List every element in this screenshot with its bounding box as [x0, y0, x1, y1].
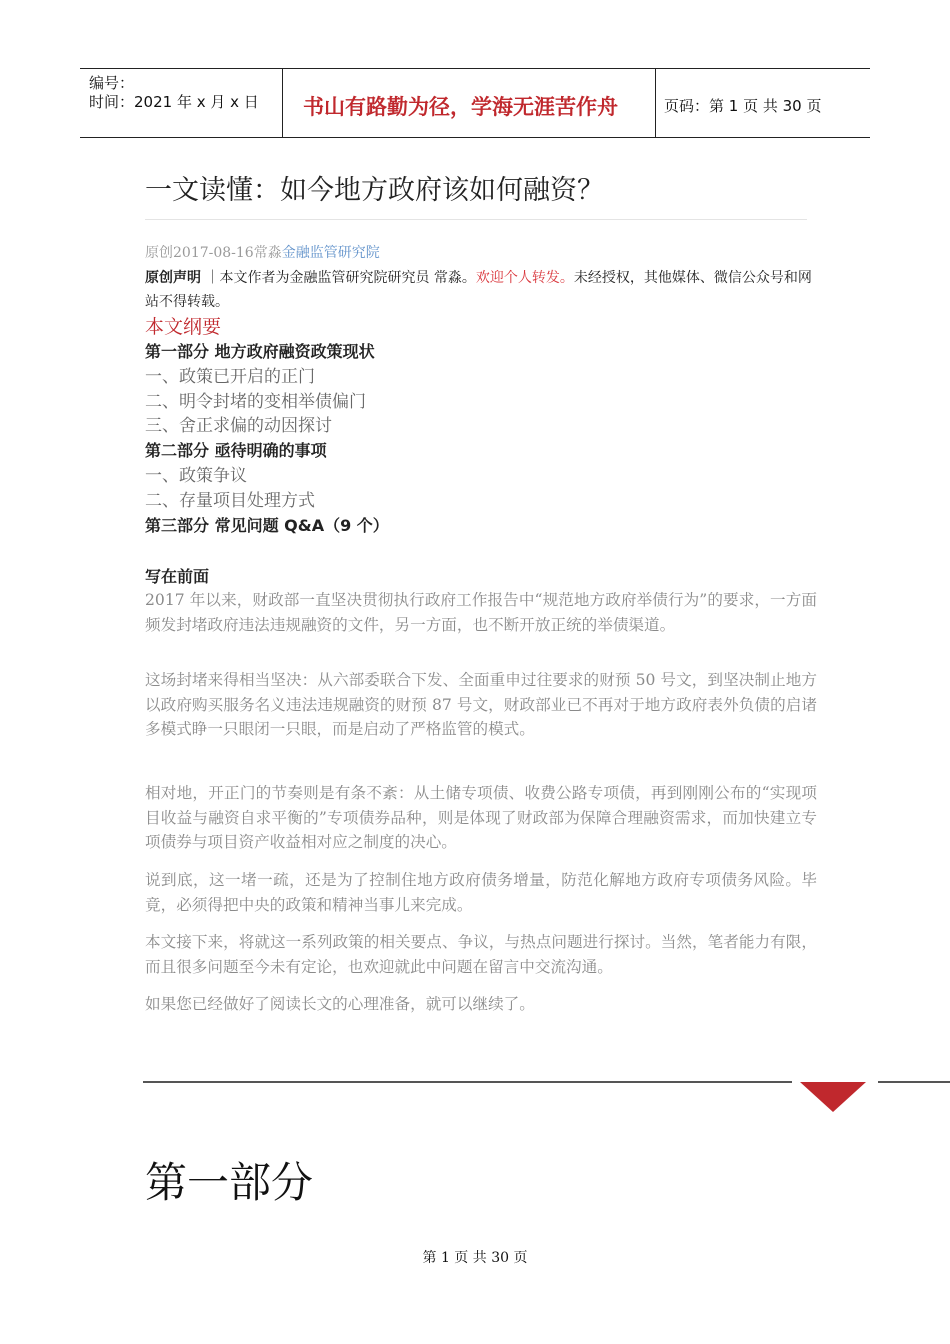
title-divider: [145, 219, 807, 220]
outline-item: 一、政策已开启的正门: [145, 366, 315, 387]
header-left-cell: [80, 69, 282, 137]
document-time-label: 时间：2021 年 x 月 x 日: [89, 93, 259, 111]
header-motto: 书山有路勤为径，学海无涯苦作舟: [303, 95, 618, 119]
notice-text-1: ｜本文作者为金融监管研究院研究员 常淼。: [205, 270, 476, 286]
outline-item: 三、舍正求偏的动因探讨: [145, 416, 332, 437]
section-divider-left: [143, 1081, 792, 1083]
outline-item: 二、存量项目处理方式: [145, 490, 315, 511]
meta-source-link[interactable]: 金融监管研究院: [281, 245, 380, 261]
outline-title: 本文纲要: [145, 316, 222, 338]
foreword-paragraph: 这场封堵来得相当坚决：从六部委联合下发、全面重申过往要求的财预 50 号文，到坚决制止地方以政府购买服务名义违法违规融资的财预 87 号文，财政部业已不再对于地方政府表外负债的启诸多模式睁一只眼闭一只眼，而是启动了严格监管的模式。: [145, 671, 817, 738]
foreword-paragraph: 如果您已经做好了阅读长文的心理准备，就可以继续了。: [145, 995, 535, 1013]
page-header: [80, 68, 870, 138]
outline-item: 一、政策争议: [145, 465, 247, 486]
triangle-marker-icon: [800, 1082, 866, 1112]
foreword-heading: 写在前面: [145, 567, 210, 586]
outline-item: 第二部分 亟待明确的事项: [145, 441, 327, 461]
foreword-paragraph: 本文接下来，将就这一系列政策的相关要点、争议，与热点问题进行探讨。当然，笔者能力有限，而且很多问题至今未有定论，也欢迎就此中问题在留言中交流沟通。: [145, 933, 817, 976]
header-page-label: 页码：第 1 页 共 30 页: [664, 97, 822, 115]
foreword-paragraph: 说到底，这一堵一疏，还是为了控制住地方政府债务增量，防范化解地方政府专项债务风险。毕竟，必须得把中央的政策和精神当事儿来完成。: [145, 871, 817, 914]
part-one-heading: 第一部分: [145, 1158, 314, 1207]
document-number-label: 编号：: [89, 74, 135, 92]
notice-share-text: 欢迎个人转发。: [475, 270, 574, 286]
copyright-notice: [145, 266, 815, 314]
page-footer: 第 1 页 共 30 页: [422, 1250, 528, 1266]
article-outline: [145, 314, 815, 538]
foreword-paragraph: 2017 年以来，财政部一直坚决贯彻执行政府工作报告中“规范地方政府举债行为”的要求，一方面频发封堵政府违法违规融资的文件，另一方面，也不断开放正统的举债渠道。: [145, 591, 817, 634]
outline-item: 二、明令封堵的变相举债偏门: [145, 391, 366, 412]
notice-label: 原创声明: [145, 270, 201, 286]
foreword-paragraph: 相对地，开正门的节奏则是有条不紊：从土储专项债、收费公路专项债，再到刚刚公布的“实现项目收益与融资自求平衡的”专项债券品种，则是体现了财政部为保障合理融资需求，而加快建立专项债券与项目资产收益相对应之制度的决心。: [145, 784, 817, 851]
header-middle-cell: [282, 69, 656, 137]
article-title: 一文读懂：如今地方政府该如何融资？: [145, 175, 604, 206]
article-meta: [145, 242, 380, 262]
outline-item: 第一部分 地方政府融资政策现状: [145, 342, 375, 361]
notice-text-2: 未经授权，其他媒体、微信公众号和网站不得转载。: [145, 270, 812, 310]
meta-date-author: 原创2017-08-16常淼: [145, 245, 282, 261]
header-right-cell: [655, 69, 870, 137]
section-divider-right: [878, 1081, 950, 1083]
outline-item: 第三部分 常见问题 Q&A（9 个）: [145, 515, 389, 535]
